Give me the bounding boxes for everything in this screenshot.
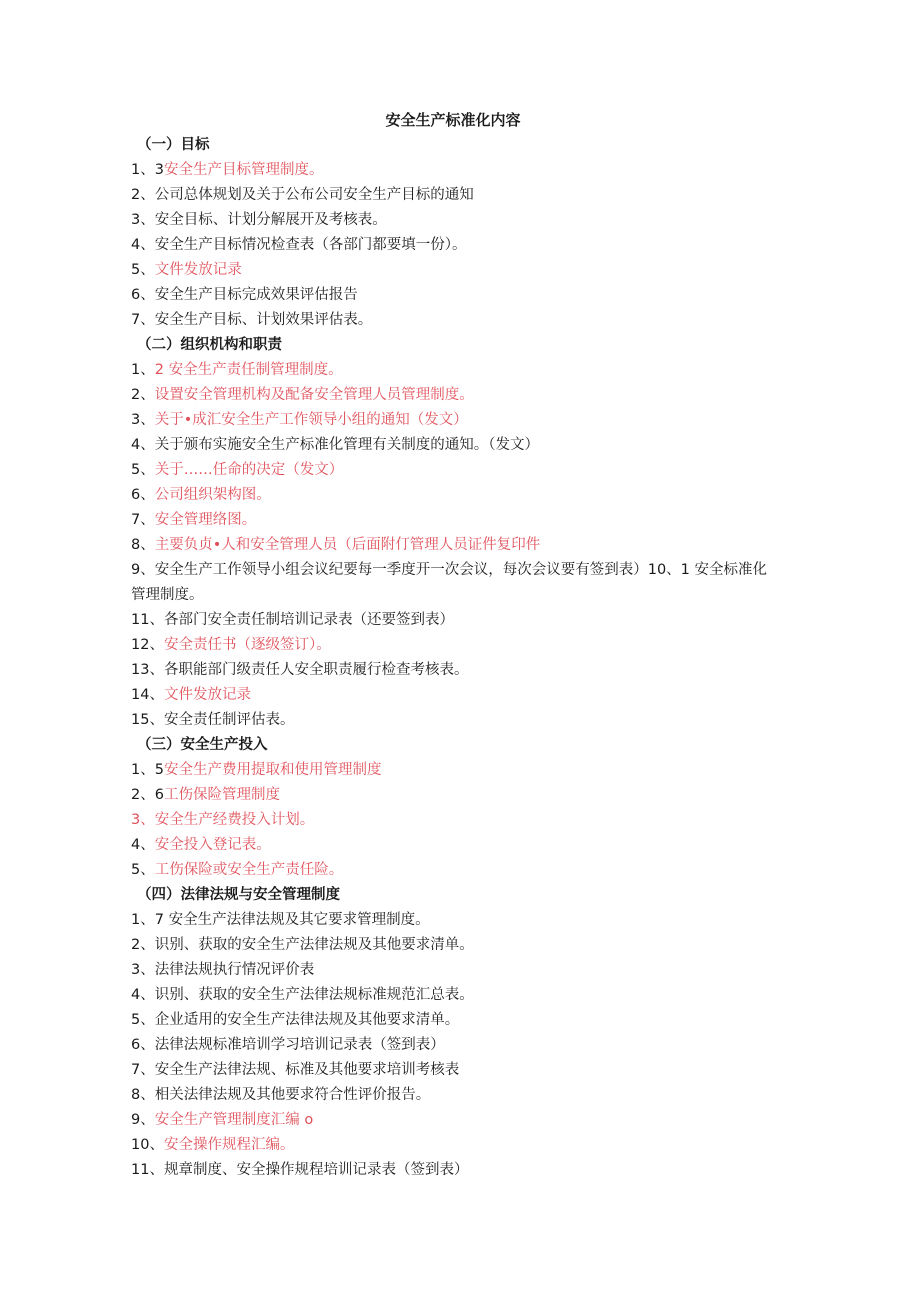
item-number: 11、 <box>131 1162 164 1178</box>
list-item <box>131 383 781 408</box>
item-text: 法律法规执行情况评价表 <box>154 962 315 978</box>
item-text: 识别、获取的安全生产法律法规标准规范汇总表。 <box>154 987 474 1003</box>
item-text: 公司总体规划及关于公布公司安全生产目标的通知 <box>154 187 474 203</box>
section-heading: （一）目标 <box>137 137 210 153</box>
item-text: 规章制度、安全操作规程培训记录表（签到表） <box>163 1162 469 1178</box>
section-heading: （二）组织机构和职责 <box>137 337 282 353</box>
item-text: 法律法规标准培训学习培训记录表（签到表） <box>154 1037 445 1053</box>
list-item <box>131 558 781 608</box>
item-number: 8、 <box>131 1087 155 1103</box>
list-item <box>131 1133 781 1158</box>
item-number: 9、 <box>131 1112 155 1128</box>
item-text: 工伤保险或安全生产责任险。 <box>154 862 344 878</box>
list-item <box>131 608 781 633</box>
list-item <box>131 408 781 433</box>
item-number: 7、 <box>131 1062 155 1078</box>
list-item <box>131 833 781 858</box>
item-number: 9、 <box>131 562 155 578</box>
document-body <box>131 133 781 1183</box>
item-text: 安全责任书（逐级签订）。 <box>163 637 331 653</box>
item-number: 1、 <box>131 362 155 378</box>
item-text: 关于颁布实施安全生产标准化管理有关制度的通知。（发文） <box>154 437 539 453</box>
item-number: 3、 <box>131 412 155 428</box>
list-item <box>131 1158 781 1183</box>
item-text: 相关法律法规及其他要求符合性评价报告。 <box>154 1087 431 1103</box>
list-item <box>131 658 781 683</box>
item-text: 关于•成汇安全生产工作领导小组的通知（发文） <box>154 412 468 428</box>
item-text: 安全生产目标情况检查表（各部门都要填一份）。 <box>154 237 467 253</box>
item-text: 安全生产法律法规、标准及其他要求培训考核表 <box>154 1062 460 1078</box>
list-item <box>131 458 781 483</box>
item-text: 安全生产目标完成效果评估报告 <box>154 287 358 303</box>
item-number: 5、 <box>131 862 155 878</box>
item-number: 7、 <box>131 312 155 328</box>
item-text: 2 安全生产责任制管理制度。 <box>154 362 343 378</box>
list-item <box>131 983 781 1008</box>
item-text: 文件发放记录 <box>163 687 251 703</box>
list-item <box>131 433 781 458</box>
item-number: 12、 <box>131 637 164 653</box>
list-item <box>131 258 781 283</box>
item-text: 企业适用的安全生产法律法规及其他要求清单。 <box>154 1012 460 1028</box>
list-item <box>131 683 781 708</box>
section-heading: （三）安全生产投入 <box>137 737 268 753</box>
item-number: 2、6 <box>131 787 164 803</box>
item-number: 3、 <box>131 962 155 978</box>
list-item <box>131 808 781 833</box>
list-item <box>131 633 781 658</box>
item-number: 4、 <box>131 987 155 1003</box>
list-item <box>131 208 781 233</box>
item-text: 7 安全生产法律法规及其它要求管理制度。 <box>154 912 430 928</box>
item-number: 6、 <box>131 1037 155 1053</box>
list-item <box>131 483 781 508</box>
item-number: 4、 <box>131 837 155 853</box>
item-text: 安全管理络图。 <box>154 512 257 528</box>
list-item <box>131 908 781 933</box>
item-number: 2、 <box>131 187 155 203</box>
item-number: 5、 <box>131 262 155 278</box>
item-text: 安全投入登记表。 <box>154 837 271 853</box>
item-text: 安全操作规程汇编。 <box>163 1137 295 1153</box>
item-text: 主要负贞•人和安全管理人员（后面附仃管理人员证件复印件 <box>154 537 541 553</box>
list-item <box>131 783 781 808</box>
item-text: 各部门安全责任制培训记录表（还要签到表） <box>163 612 454 628</box>
item-number: 13、 <box>131 662 164 678</box>
item-number: 10、 <box>131 1137 164 1153</box>
item-number: 6、 <box>131 487 155 503</box>
item-number: 2、 <box>131 937 155 953</box>
list-item <box>131 858 781 883</box>
item-number: 2、 <box>131 387 155 403</box>
item-text: 安全生产目标、计划效果评估表。 <box>154 312 373 328</box>
list-item <box>131 708 781 733</box>
item-number: 7、 <box>131 512 155 528</box>
list-item <box>131 283 781 308</box>
item-number: 8、 <box>131 537 155 553</box>
list-item <box>131 508 781 533</box>
list-item <box>131 1108 781 1133</box>
list-item <box>131 1058 781 1083</box>
list-item <box>131 158 781 183</box>
item-text: 安全责任制评估表。 <box>163 712 295 728</box>
item-text: 各职能部门级责任人安全职责履行检查考核表。 <box>163 662 469 678</box>
item-number: 3、 <box>131 212 155 228</box>
item-text: 识别、获取的安全生产法律法规及其他要求清单。 <box>154 937 474 953</box>
list-item <box>131 233 781 258</box>
item-number: 6、 <box>131 287 155 303</box>
item-text: 安全生产目标管理制度。 <box>163 162 324 178</box>
item-number: 4、 <box>131 237 155 253</box>
item-text: 安全生产费用提取和使用管理制度 <box>163 762 382 778</box>
list-item <box>131 1083 781 1108</box>
item-text: 文件发放记录 <box>154 262 242 278</box>
item-number: 14、 <box>131 687 164 703</box>
list-item <box>131 933 781 958</box>
list-item <box>131 958 781 983</box>
item-number: 5、 <box>131 1012 155 1028</box>
item-text: 安全生产经费投入计划。 <box>154 812 315 828</box>
item-text: 工伤保险管理制度 <box>163 787 280 803</box>
item-text: 公司组织架构图。 <box>154 487 271 503</box>
list-item <box>131 1008 781 1033</box>
item-number: 1、 <box>131 912 155 928</box>
list-item <box>131 183 781 208</box>
item-text: 关于……任命的决定（发文） <box>154 462 344 478</box>
item-number: 5、 <box>131 462 155 478</box>
list-item <box>131 358 781 383</box>
item-number: 15、 <box>131 712 164 728</box>
document-title: 安全生产标准化内容 <box>385 111 521 129</box>
list-item <box>131 533 781 558</box>
list-item <box>131 758 781 783</box>
item-text: 安全生产工作领导小组会议纪要每一季度开一次会议，每次会议要有签到表）10、1 安全标准化管理制度。 <box>131 562 768 603</box>
item-number: 3、 <box>131 812 155 828</box>
item-number: 1、5 <box>131 762 164 778</box>
item-number: 1、3 <box>131 162 164 178</box>
item-text: 安全生产管理制度汇编 o <box>154 1112 314 1128</box>
section-heading: （四）法律法规与安全管理制度 <box>137 887 340 903</box>
item-number: 11、 <box>131 612 164 628</box>
item-text: 设置安全管理机构及配备安全管理人员管理制度。 <box>154 387 474 403</box>
item-text: 安全目标、计划分解展开及考核表。 <box>154 212 387 228</box>
list-item <box>131 308 781 333</box>
list-item <box>131 1033 781 1058</box>
item-number: 4、 <box>131 437 155 453</box>
